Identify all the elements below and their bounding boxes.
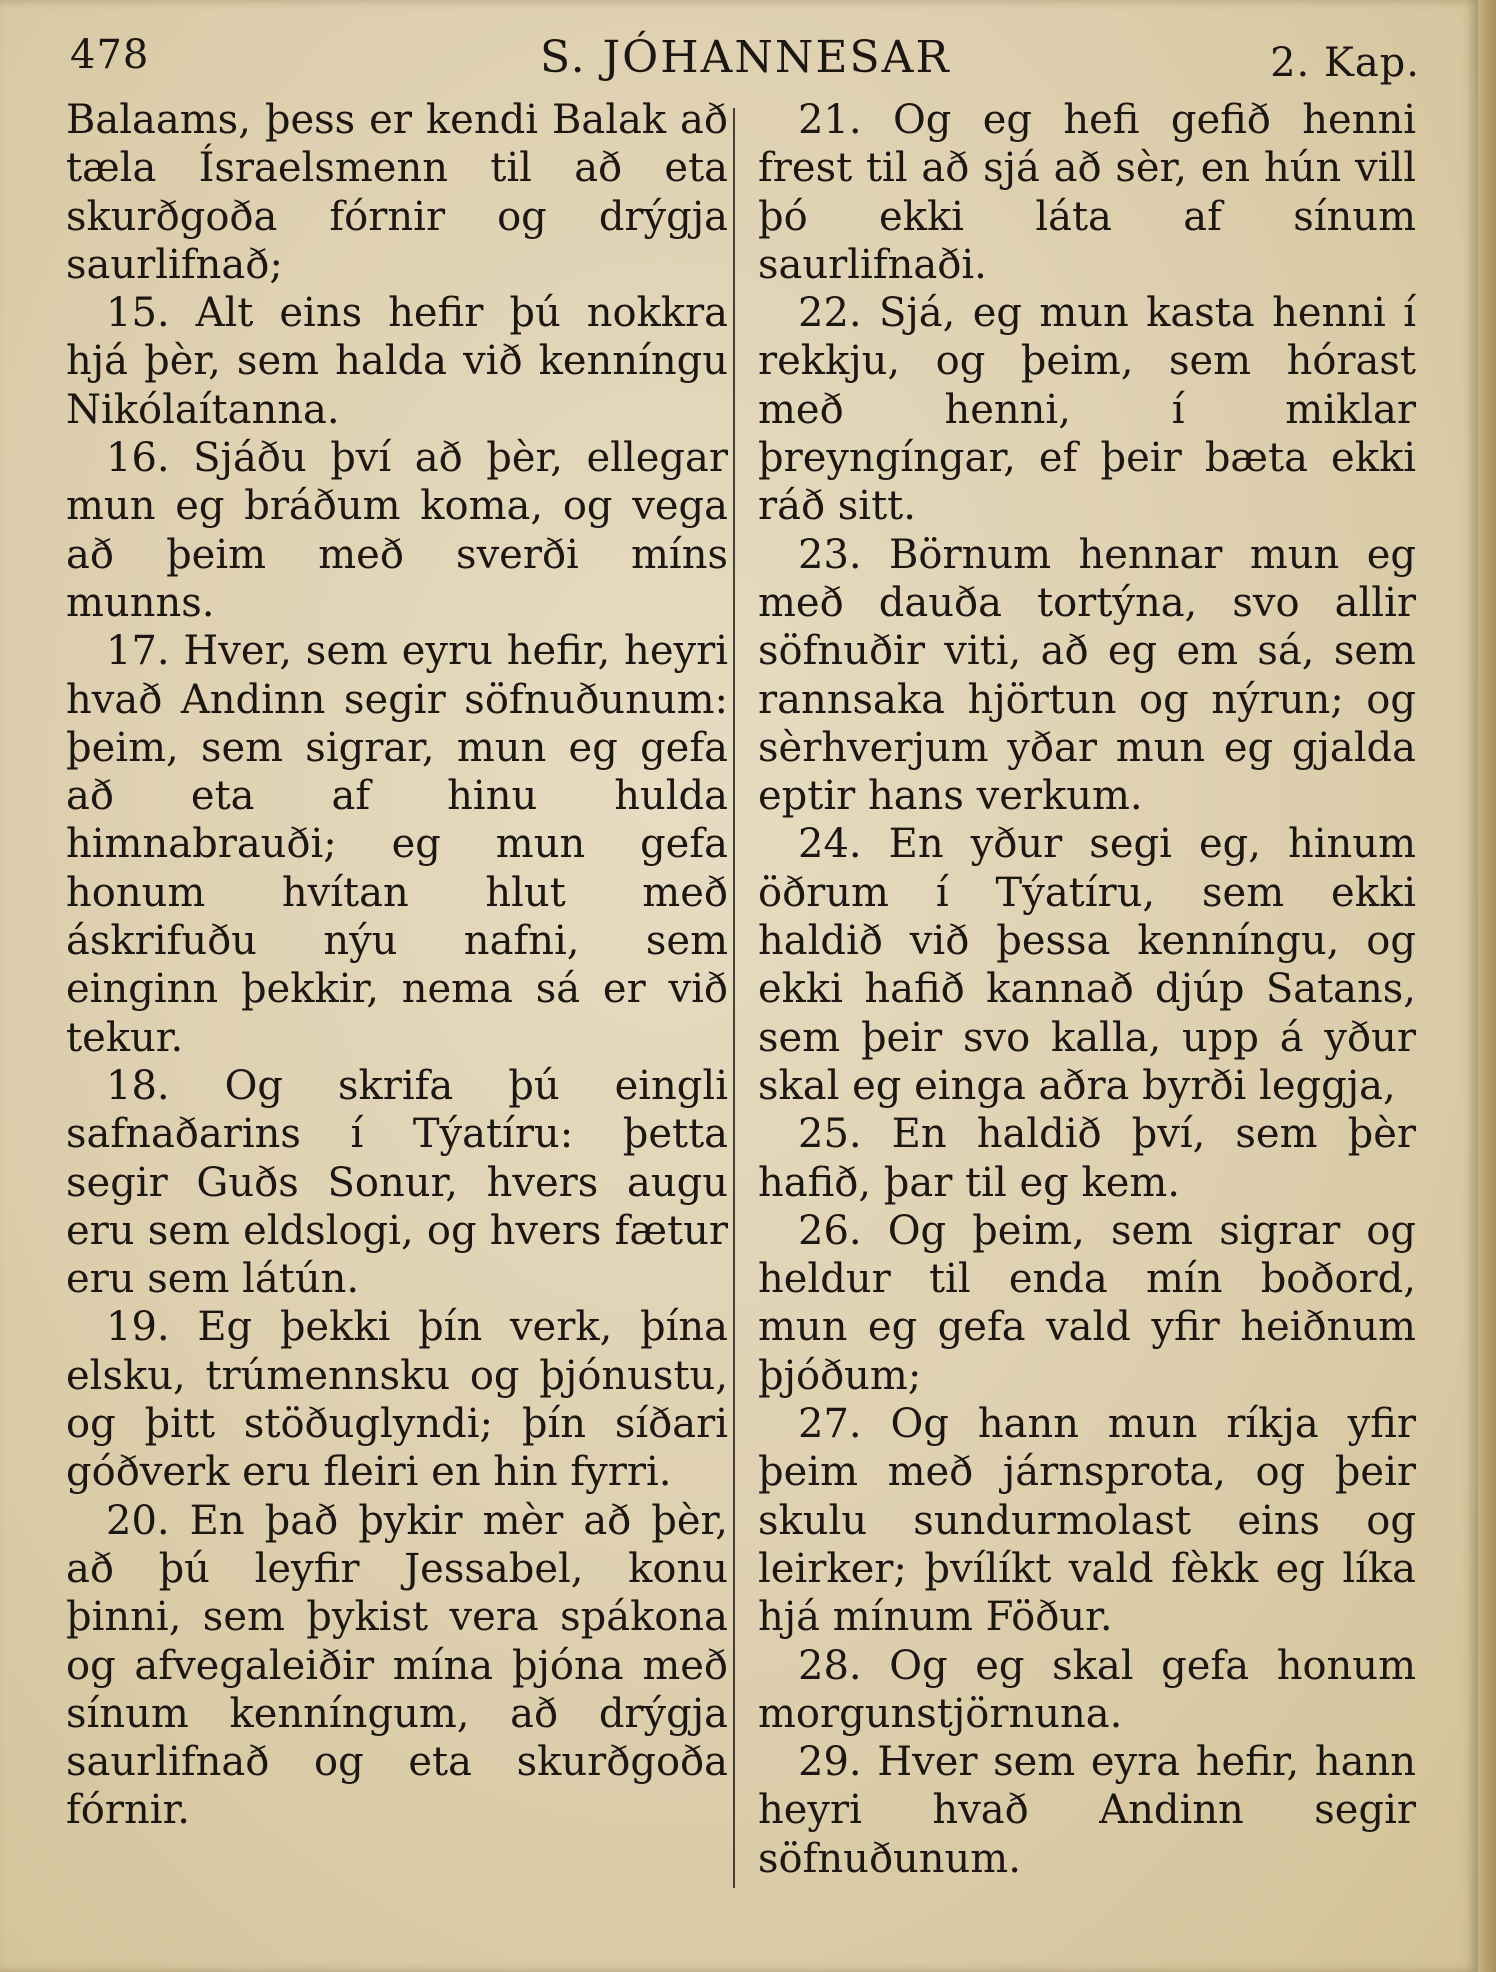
verse-paragraph: 19. Eg þekki þín verk, þína elsku, trúmennsku og þjónustu, og þitt stöðuglyndi; þín síðari góðverk eru fleiri en hin fyrri. xyxy=(66,1304,728,1496)
chapter-label: 2. Kap. xyxy=(1270,40,1420,86)
book-gutter-edge xyxy=(1478,0,1496,1972)
verse-paragraph: 23. Börnum hennar mun eg með dauða tortýna, svo allir söfnuðir viti, að eg em sá, sem rannsaka hjörtun og nýrun; og sèrhverjum yðar mun eg gjalda eptir hans verkum. xyxy=(758,531,1416,820)
verse-paragraph: 18. Og skrifa þú eingli safnaðarins í Týatíru: þetta segir Guðs Sonur, hvers augu eru sem eldslogi, og hvers fætur eru sem látún. xyxy=(66,1062,728,1303)
verse-paragraph: 28. Og eg skal gefa honum morgunstjörnuna. xyxy=(758,1642,1416,1737)
right-text-column xyxy=(758,96,1416,1883)
verse-paragraph: 26. Og þeim, sem sigrar og heldur til enda mín boðord, mun eg gefa vald yfir heiðnum þjóðum; xyxy=(758,1207,1416,1399)
verse-paragraph: Balaams, þess er kendi Balak að tæla Ísraelsmenn til að eta skurðgoða fórnir og drýgja saurlifnað; xyxy=(66,97,728,288)
verse-paragraph: 25. En haldið því, sem þèr hafið, þar til eg kem. xyxy=(758,1111,1416,1206)
verse-paragraph: 17. Hver, sem eyru hefir, heyri hvað Andinn segir söfnuðunum: þeim, sem sigrar, mun eg gefa að eta af hinu hulda himnabrauði; eg mun gefa honum hvítan hlut með áskrifuðu nýu nafni, sem einginn þekkir, nema sá er við tekur. xyxy=(66,628,728,1061)
verse-paragraph: 20. En það þykir mèr að þèr, að þú leyfir Jessabel, konu þinni, sem þykist vera spákona og afvegaleiðir mína þjóna með sínum kenníngum, að drýgja saurlifnað og eta skurðgoða fórnir. xyxy=(66,1497,728,1834)
page-number: 478 xyxy=(70,32,150,78)
verse-paragraph: 27. Og hann mun ríkja yfir þeim með járnsprota, og þeir skulu sundurmolast eins og leirker; þvílíkt vald fèkk eg líka hjá mínum Föður. xyxy=(758,1401,1416,1641)
verse-paragraph: 15. Alt eins hefir þú nokkra hjá þèr, sem halda við kenníngu Nikólaítanna. xyxy=(66,290,728,433)
verse-paragraph: 16. Sjáðu því að þèr, ellegar mun eg bráðum koma, og vega að þeim með sverði míns munns. xyxy=(66,435,728,626)
column-divider xyxy=(733,108,735,1888)
verse-paragraph: 29. Hver sem eyra hefir, hann heyri hvað Andinn segir söfnuðunum. xyxy=(758,1739,1416,1882)
verse-paragraph: 21. Og eg hefi gefið henni frest til að sjá að sèr, en hún vill þó ekki láta af sínum saurlifnaði. xyxy=(758,97,1416,288)
left-text-column xyxy=(66,96,728,1835)
running-header xyxy=(70,30,1420,90)
running-title: S. JÓHANNESAR xyxy=(540,32,951,83)
verse-paragraph: 24. En yður segi eg, hinum öðrum í Týatíru, sem ekki haldið við þessa kenníngu, og ekki hafið kannað djúp Satans, sem þeir svo kalla, upp á yður skal eg einga aðra byrði leggja, xyxy=(758,821,1416,1109)
verse-paragraph: 22. Sjá, eg mun kasta henni í rekkju, og þeim, sem hórast með henni, í miklar þreyngíngar, ef þeir bæta ekki ráð sitt. xyxy=(758,290,1416,530)
